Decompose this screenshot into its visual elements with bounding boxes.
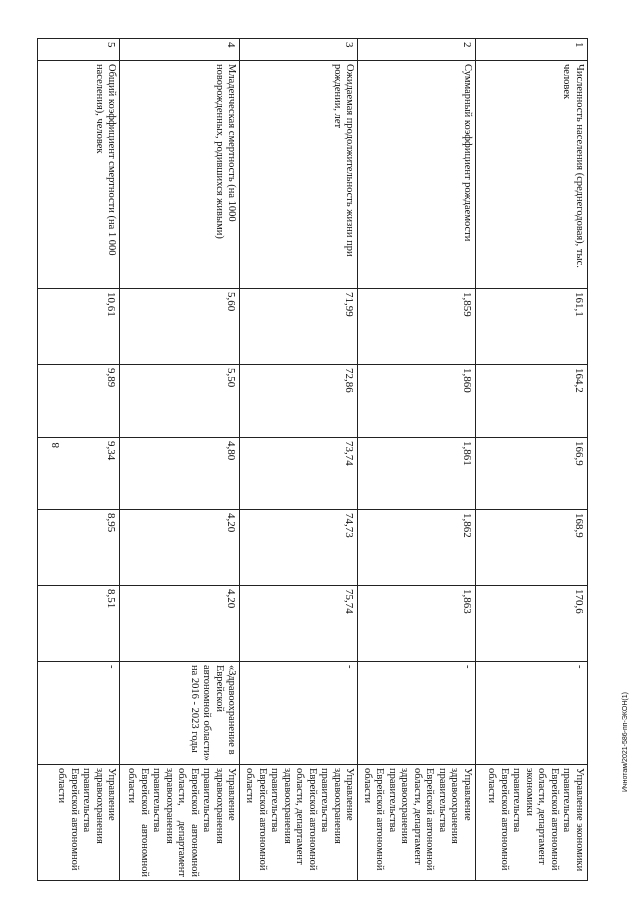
indicator-name: Общий коэффициент смертности (на 1 000 населения), человек — [38, 61, 120, 289]
value-year-5: 8,51 — [38, 586, 120, 662]
value-year-3: 1,861 — [358, 438, 476, 510]
value-year-2: 164,2 — [476, 365, 588, 438]
value-year-2: 1,860 — [358, 365, 476, 438]
value-year-5: 170,6 — [476, 586, 588, 662]
indicator-name: Суммарный коэффициент рождаемости — [358, 61, 476, 289]
state-program: - — [358, 662, 476, 765]
value-year-3: 166,9 — [476, 438, 588, 510]
row-index: 1 — [476, 39, 588, 61]
value-year-5: 1,863 — [358, 586, 476, 662]
table-row — [358, 39, 476, 881]
responsible-body: Управление здравоохранения правительства Еврейской автономной области, департамент здравоохранения правительства Еврейской автономной области — [358, 765, 476, 881]
value-year-1: 10,61 — [38, 289, 120, 365]
value-year-2: 5,50 — [120, 365, 240, 438]
value-year-2: 72,86 — [240, 365, 358, 438]
document-footer-id: Ичнотам/2021-586-пп-ЭКОН(1) — [622, 692, 629, 792]
value-year-1: 5,60 — [120, 289, 240, 365]
table-row — [476, 39, 588, 881]
responsible-body: Управление здравоохранения правительства Еврейской автономной области — [38, 765, 120, 881]
value-year-3: 9,34 — [38, 438, 120, 510]
responsible-body: Управление здравоохранения правительства Еврейской автономной области, департамент здравоохранения правительства Еврейской автономной области — [240, 765, 358, 881]
responsible-body: Управление здравоохранения правительства Еврейской автономной области, департамент здравоохранения правительства Еврейской автономной области — [120, 765, 240, 881]
indicator-name: Младенческая смертность (на 1000 новорожденных, родившихся живыми) — [120, 61, 240, 289]
row-index: 4 — [120, 39, 240, 61]
table-row — [38, 39, 120, 881]
indicator-name: Ожидаемая продолжительность жизни при рождении, лет — [240, 61, 358, 289]
table-row — [120, 39, 240, 881]
value-year-5: 4,20 — [120, 586, 240, 662]
value-year-3: 4,80 — [120, 438, 240, 510]
value-year-2: 9,89 — [38, 365, 120, 438]
value-year-1: 1,859 — [358, 289, 476, 365]
row-index: 2 — [358, 39, 476, 61]
value-year-4: 74,73 — [240, 510, 358, 586]
state-program: - — [476, 662, 588, 765]
value-year-1: 161,1 — [476, 289, 588, 365]
value-year-5: 75,74 — [240, 586, 358, 662]
value-year-4: 1,862 — [358, 510, 476, 586]
page-number: 8 — [50, 442, 62, 448]
value-year-1: 71,99 — [240, 289, 358, 365]
value-year-3: 73,74 — [240, 438, 358, 510]
value-year-4: 8,95 — [38, 510, 120, 586]
state-program: - — [240, 662, 358, 765]
state-program: - — [38, 662, 120, 765]
responsible-body: Управление экономики правительства Еврейской автономной области, департамент экономики правительства Еврейской автономной области — [476, 765, 588, 881]
row-index: 5 — [38, 39, 120, 61]
table-row — [240, 39, 358, 881]
rotated-table-container — [56, 38, 588, 877]
value-year-4: 4,20 — [120, 510, 240, 586]
state-program: «Здравоохранение в Еврейской автономной области» на 2016 - 2023 годы — [120, 662, 240, 765]
row-index: 3 — [240, 39, 358, 61]
indicators-table — [38, 38, 589, 881]
indicator-name: Численность населения (среднегодовая), тыс. человек — [476, 61, 588, 289]
value-year-4: 168,9 — [476, 510, 588, 586]
